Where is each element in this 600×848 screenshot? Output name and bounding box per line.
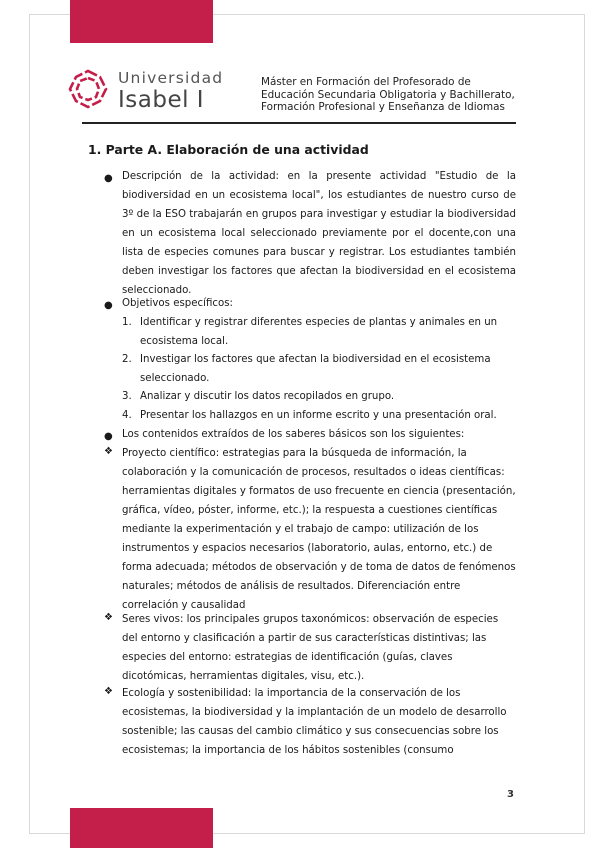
- text-line: Presentar los hallazgos en un informe escrito y una presentación oral.: [140, 410, 497, 421]
- text-line: ecosistema local.: [140, 336, 229, 347]
- university-name-line1: Universidad: [118, 69, 224, 87]
- document-header: [261, 76, 515, 114]
- diamond-bullet-icon: ❖: [104, 612, 113, 623]
- objective-item: [140, 387, 394, 406]
- text-line: Identificar y registrar diferentes especies de plantas y animales en un: [140, 317, 498, 328]
- text-line: Descripción de la actividad: en la presente actividad "Estudio de la: [122, 171, 516, 182]
- university-name-line2: Isabel I: [118, 87, 205, 113]
- text-line: forma adecuada; métodos de observación y de toma de datos de fenómenos: [122, 562, 516, 573]
- diamond-bullet-icon: ❖: [104, 686, 113, 697]
- bullet-icon: ●: [104, 300, 113, 311]
- text-line: herramientas digitales y formatos de uso frecuente en ciencia (presentación,: [122, 486, 516, 497]
- brand-top-bar: [70, 0, 213, 43]
- text-line: sostenible; las causas del cambio climático y sus consecuencias sobre los: [122, 726, 499, 737]
- header-line: Educación Secundaria Obligatoria y Bachillerato,: [261, 88, 515, 101]
- content-item-ecology: [122, 684, 507, 760]
- text-line: seleccionado.: [122, 285, 192, 296]
- section-title: 1. Parte A. Elaboración de una actividad: [88, 142, 369, 157]
- objective-item: [140, 350, 491, 388]
- text-line: ecosistemas, la biodiversidad y la implantación de un modelo de desarrollo: [122, 707, 507, 718]
- text-line: seleccionado.: [140, 373, 210, 384]
- page-number: 3: [507, 789, 514, 800]
- diamond-bullet-icon: ❖: [104, 446, 113, 457]
- list-number: 2.: [122, 354, 132, 365]
- list-number: 1.: [122, 317, 132, 328]
- text-line: mediante la experimentación y el trabajo de campo: utilización de los: [122, 524, 479, 535]
- objective-item: [140, 406, 497, 425]
- text-line: Los contenidos extraídos de los saberes básicos son los siguientes:: [122, 429, 465, 440]
- text-line: especies del entorno: estrategias de identificación (guías, claves: [122, 652, 453, 663]
- header-line: Formación Profesional y Enseñanza de Idiomas: [261, 101, 505, 113]
- text-line: Objetivos específicos:: [122, 298, 233, 309]
- text-line: Investigar los factores que afectan la biodiversidad en el ecosistema: [140, 354, 491, 365]
- text-line: gráfica, vídeo, póster, informe, etc.); la respuesta a cuestiones científicas: [122, 505, 498, 516]
- content-item-living-beings: [122, 610, 498, 686]
- list-number: 4.: [122, 410, 132, 421]
- bullet-icon: ●: [104, 173, 113, 184]
- text-line: Analizar y discutir los datos recopilados en grupo.: [140, 391, 395, 402]
- text-line: del entorno y clasificación a partir de sus características distintivas; las: [122, 633, 487, 644]
- text-line: biodiversidad en un ecosistema local", los estudiantes de nuestro curso de: [122, 190, 516, 201]
- text-line: lista de especies comunes para buscar y registrar. Los estudiantes también: [122, 247, 516, 258]
- text-line: Ecología y sostenibilidad: la importancia de la conservación de los: [122, 688, 461, 699]
- activity-description: [122, 167, 516, 300]
- text-line: naturales; métodos de análisis de resultados. Diferenciación entre: [122, 581, 461, 592]
- text-line: ecosistemas; la importancia de los hábitos sostenibles (consumo: [122, 745, 454, 756]
- header-line: Máster en Formación del Profesorado de: [261, 76, 471, 88]
- contents-intro: [122, 425, 464, 444]
- text-line: Proyecto científico: estrategias para la búsqueda de información, la: [122, 448, 467, 459]
- list-number: 3.: [122, 391, 132, 402]
- text-line: en un ecosistema local seleccionado previamente por el docente,con una: [122, 228, 516, 239]
- brand-bottom-bar: [70, 808, 213, 848]
- bullet-icon: ●: [104, 431, 113, 442]
- objective-item: [140, 313, 497, 351]
- header-divider: [82, 122, 516, 124]
- text-line: instrumentos y espacios necesarios (laboratorio, aulas, entorno, etc.) de: [122, 543, 493, 554]
- objectives-label: [122, 294, 233, 313]
- text-line: deben investigar los factores que afectan la biodiversidad en el ecosistema: [122, 266, 516, 277]
- text-line: correlación y causalidad: [122, 600, 246, 611]
- text-line: Seres vivos: los principales grupos taxonómicos: observación de especies: [122, 614, 499, 625]
- text-line: 3º de la ESO trabajarán en grupos para investigar y estudiar la biodiversidad: [122, 209, 516, 220]
- text-line: colaboración y la comunicación de procesos, resultados o ideas científicas:: [122, 467, 505, 478]
- text-line: dicotómicas, herramientas digitales, visu, etc.).: [122, 671, 365, 682]
- content-item-scientific-project: [122, 444, 516, 615]
- university-logo-icon: [68, 69, 108, 109]
